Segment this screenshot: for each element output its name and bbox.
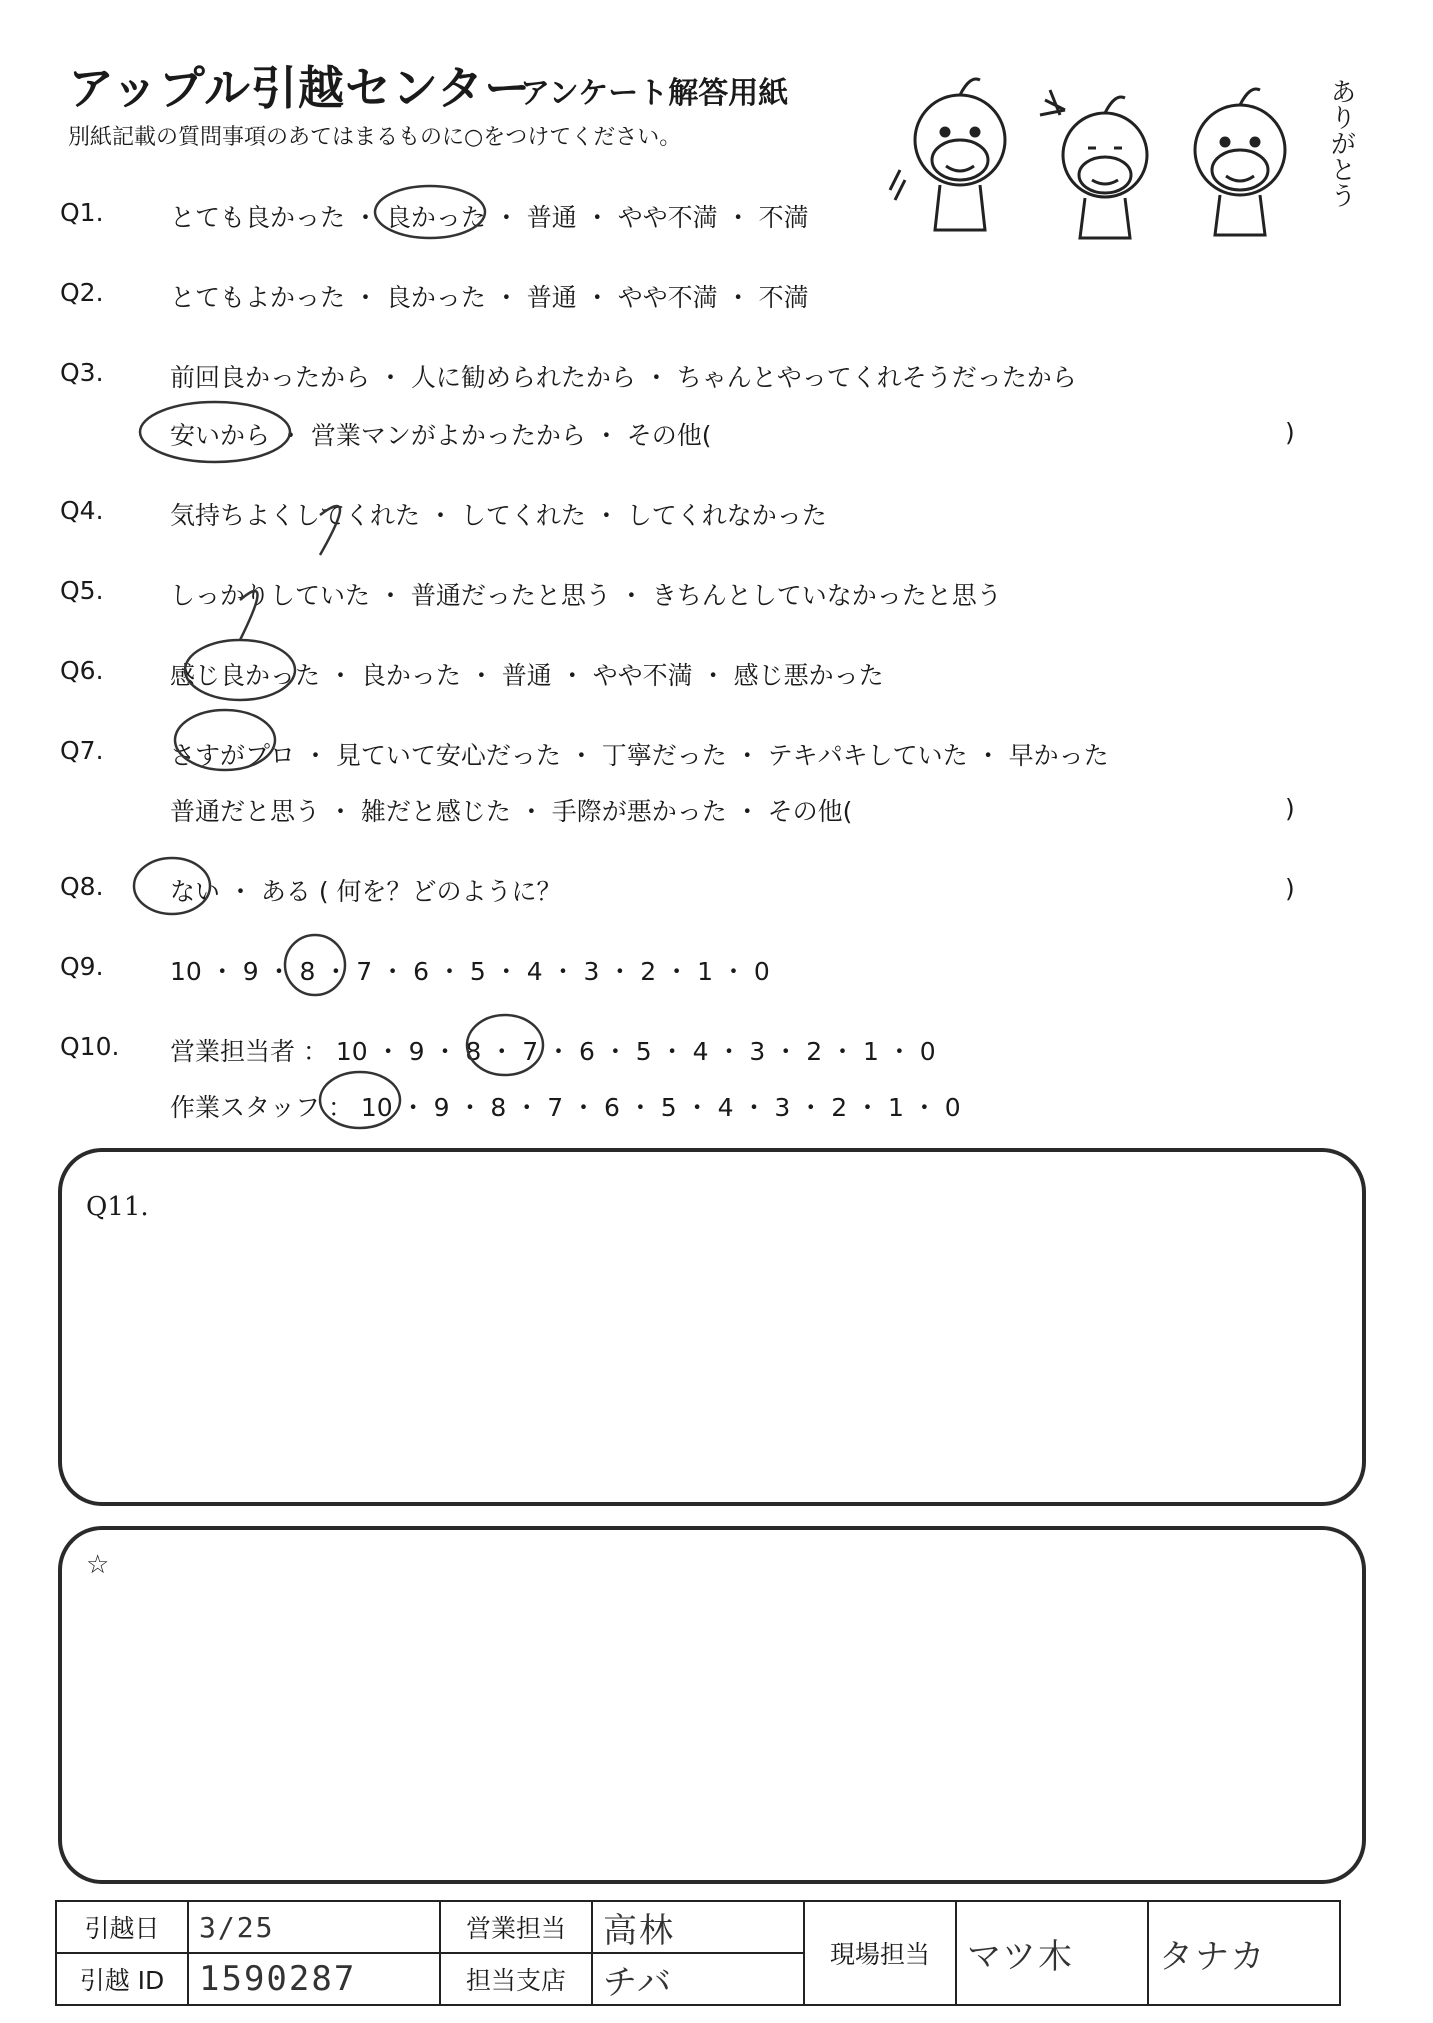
arigatou-text: ありがとう [1326, 78, 1356, 208]
move-id-handwritten: 1590287 [199, 1959, 357, 1999]
branch-handwritten: チバ [603, 1962, 673, 2003]
star-icon: ☆ [86, 1550, 110, 1580]
move-date-handwritten: 3/25 [199, 1910, 275, 1944]
question-options-line2[interactable]: 安いから ・ 営業マンがよかったから ・ その他( [170, 421, 712, 450]
question-label: Q7. [60, 736, 104, 765]
sales-rep-value[interactable] [592, 1901, 804, 1953]
site-staff-handwritten-2: タナカ [1159, 1936, 1267, 1977]
move-id-value[interactable] [188, 1953, 440, 2005]
q3-answer-circle [140, 402, 290, 462]
q1-answer-circle [375, 186, 485, 238]
sales-rep-handwritten: 高林 [603, 1910, 675, 1951]
q9-answer-circle [285, 935, 345, 995]
question-label: Q9. [60, 952, 104, 981]
move-date-value[interactable] [188, 1901, 440, 1953]
question-options-line2[interactable]: 普通だと思う ・ 雑だと感じた ・ 手際が悪かった ・ その他( [170, 797, 853, 826]
rating-scale-staff[interactable]: 作業スタッフ ： 10 ・ 9 ・ 8 ・ 7 ・ 6 ・ 5 ・ 4 ・ 3 ・ 2 ・ 1 ・ 0 [170, 1093, 961, 1122]
survey-instruction: 別紙記載の質問事項のあてはまるものに○をつけてください。 [68, 125, 682, 150]
question-options[interactable]: ない ・ ある ( 何を？どのように？ [170, 877, 562, 906]
move-date-label: 引越日 [56, 1901, 188, 1953]
site-staff-label: 現場担当 [804, 1901, 956, 2005]
rating-scale[interactable]: 10 ・ 9 ・ 8 ・ 7 ・ 6 ・ 5 ・ 4 ・ 3 ・ 2 ・ 1 ・ 0 [170, 957, 770, 986]
rating-scale-sales[interactable]: 営業担当者 ： 10 ・ 9 ・ 8 ・ 7 ・ 6 ・ 5 ・ 4 ・ 3 ・ 2 ・ 1 ・ 0 [170, 1037, 936, 1066]
closing-paren: ) [1285, 874, 1295, 903]
question-label: Q1. [60, 198, 104, 227]
question-options[interactable]: とてもよかった ・ 良かった ・ 普通 ・ やや不満 ・ 不満 [170, 283, 809, 312]
q11-label: Q11. [86, 1192, 149, 1222]
site-staff-handwritten-1: マツ木 [967, 1936, 1074, 1977]
question-label: Q5. [60, 576, 104, 605]
question-options[interactable]: さすがプロ ・ 見ていて安心だった ・ 丁寧だった ・ テキパキしていた ・ 早かった [170, 741, 1109, 770]
q10-staff-answer-circle [320, 1072, 400, 1128]
q6-answer-circle [185, 640, 295, 700]
question-options[interactable]: 気持ちよくしてくれた ・ してくれた ・ してくれなかった [170, 501, 827, 530]
q4-answer-mark [320, 506, 340, 555]
footer-info-table [55, 1900, 1341, 2006]
question-options[interactable]: 感じ良かった ・ 良かった ・ 普通 ・ やや不満 ・ 感じ悪かった [170, 661, 884, 690]
question-options[interactable]: 前回良かったから ・ 人に勧められたから ・ ちゃんとやってくれそうだったから [170, 363, 1077, 392]
site-staff-value-1[interactable] [956, 1901, 1148, 2005]
question-label: Q2. [60, 278, 104, 307]
closing-paren: ) [1285, 794, 1295, 823]
question-label: Q10. [60, 1032, 120, 1061]
question-options[interactable]: とても良かった ・ 良かった ・ 普通 ・ やや不満 ・ 不満 [170, 203, 809, 232]
q8-answer-circle [134, 858, 210, 914]
q11-comment-box[interactable] [58, 1148, 1366, 1506]
star-comment-box[interactable] [58, 1526, 1366, 1884]
question-options[interactable]: しっかりしていた ・ 普通だったと思う ・ きちんとしていなかったと思う [170, 581, 1002, 610]
survey-subtitle: アンケート解答用紙 [520, 76, 789, 111]
branch-label: 担当支店 [440, 1953, 592, 2005]
q5-answer-mark [240, 591, 258, 640]
branch-value[interactable] [592, 1953, 804, 2005]
question-label: Q4. [60, 496, 104, 525]
sales-rep-label: 営業担当 [440, 1901, 592, 1953]
q7-answer-circle [175, 710, 275, 770]
q10-sales-answer-circle [467, 1015, 543, 1075]
closing-paren: ) [1285, 418, 1295, 447]
survey-title: アップル引越センター [68, 61, 532, 115]
question-label: Q8. [60, 872, 104, 901]
move-id-label: 引越 ID [56, 1953, 188, 2005]
question-label: Q6. [60, 656, 104, 685]
site-staff-value-2[interactable] [1148, 1901, 1340, 2005]
question-label: Q3. [60, 358, 104, 387]
